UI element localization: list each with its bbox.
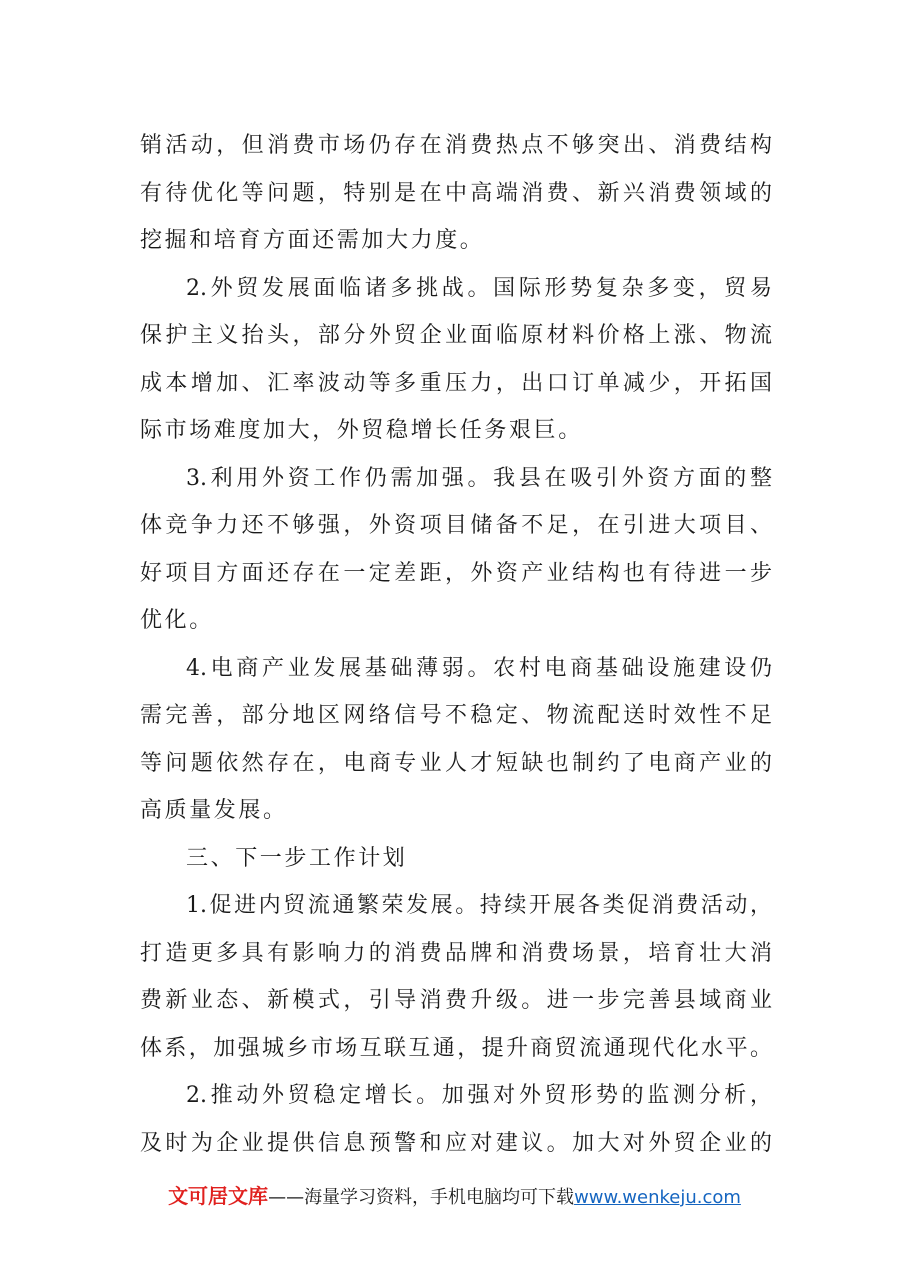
text-line: 成本增加、汇率波动等多重压力，出口订单减少，开拓国 xyxy=(140,370,772,396)
text-line: 挖掘和培育方面还需加大力度。 xyxy=(140,228,485,253)
text-line: 际市场难度加大，外贸稳增长任务艰巨。 xyxy=(140,418,583,443)
text-line: 2.推动外贸稳定增长。加强对外贸形势的监测分析， xyxy=(186,1083,772,1108)
text-line: 优化。 xyxy=(140,608,214,633)
footer-brand: 文可居文库 xyxy=(168,1184,269,1208)
text-line: 需完善，部分地区网络信号不稳定、物流配送时效性不足 xyxy=(140,703,772,728)
text-line: 保护主义抬头，部分外贸企业面临原材料价格上涨、物流 xyxy=(140,323,772,348)
text-line: 好项目方面还存在一定差距，外资产业结构也有待进一步 xyxy=(140,560,772,586)
text-line: 2.外贸发展面临诸多挑战。国际形势复杂多变，贸易 xyxy=(186,275,772,301)
footer-link[interactable]: www.wenkeju.com xyxy=(574,1187,741,1208)
text-line: 等问题依然存在，电商专业人才短缺也制约了电商产业的 xyxy=(140,750,772,776)
document-body xyxy=(140,122,772,1167)
text-line: 高质量发展。 xyxy=(140,798,288,823)
text-line: 3.利用外资工作仍需加强。我县在吸引外资方面的整 xyxy=(186,465,772,491)
text-line: 1.促进内贸流通繁荣发展。持续开展各类促消费活动， xyxy=(186,893,772,918)
text-line: 有待优化等问题，特别是在中高端消费、新兴消费领域的 xyxy=(140,180,772,206)
footer-slogan: ——海量学习资料，手机电脑均可下载 xyxy=(268,1187,575,1208)
text-line: 体系，加强城乡市场互联互通，提升商贸流通现代化水平。 xyxy=(140,1035,772,1061)
text-line: 打造更多具有影响力的消费品牌和消费场景，培育壮大消 xyxy=(140,940,772,966)
footer-banner xyxy=(0,1180,909,1209)
text-line: 及时为企业提供信息预警和应对建议。加大对外贸企业的 xyxy=(140,1130,772,1156)
text-line: 体竞争力还不够强，外资项目储备不足，在引进大项目、 xyxy=(140,513,772,538)
text-line: 费新业态、新模式，引导消费升级。进一步完善县域商业 xyxy=(140,988,772,1013)
text-line: 4.电商产业发展基础薄弱。农村电商基础设施建设仍 xyxy=(186,655,772,681)
text-line: 三、下一步工作计划 xyxy=(186,845,408,871)
text-line: 销活动，但消费市场仍存在消费热点不够突出、消费结构 xyxy=(140,133,772,158)
